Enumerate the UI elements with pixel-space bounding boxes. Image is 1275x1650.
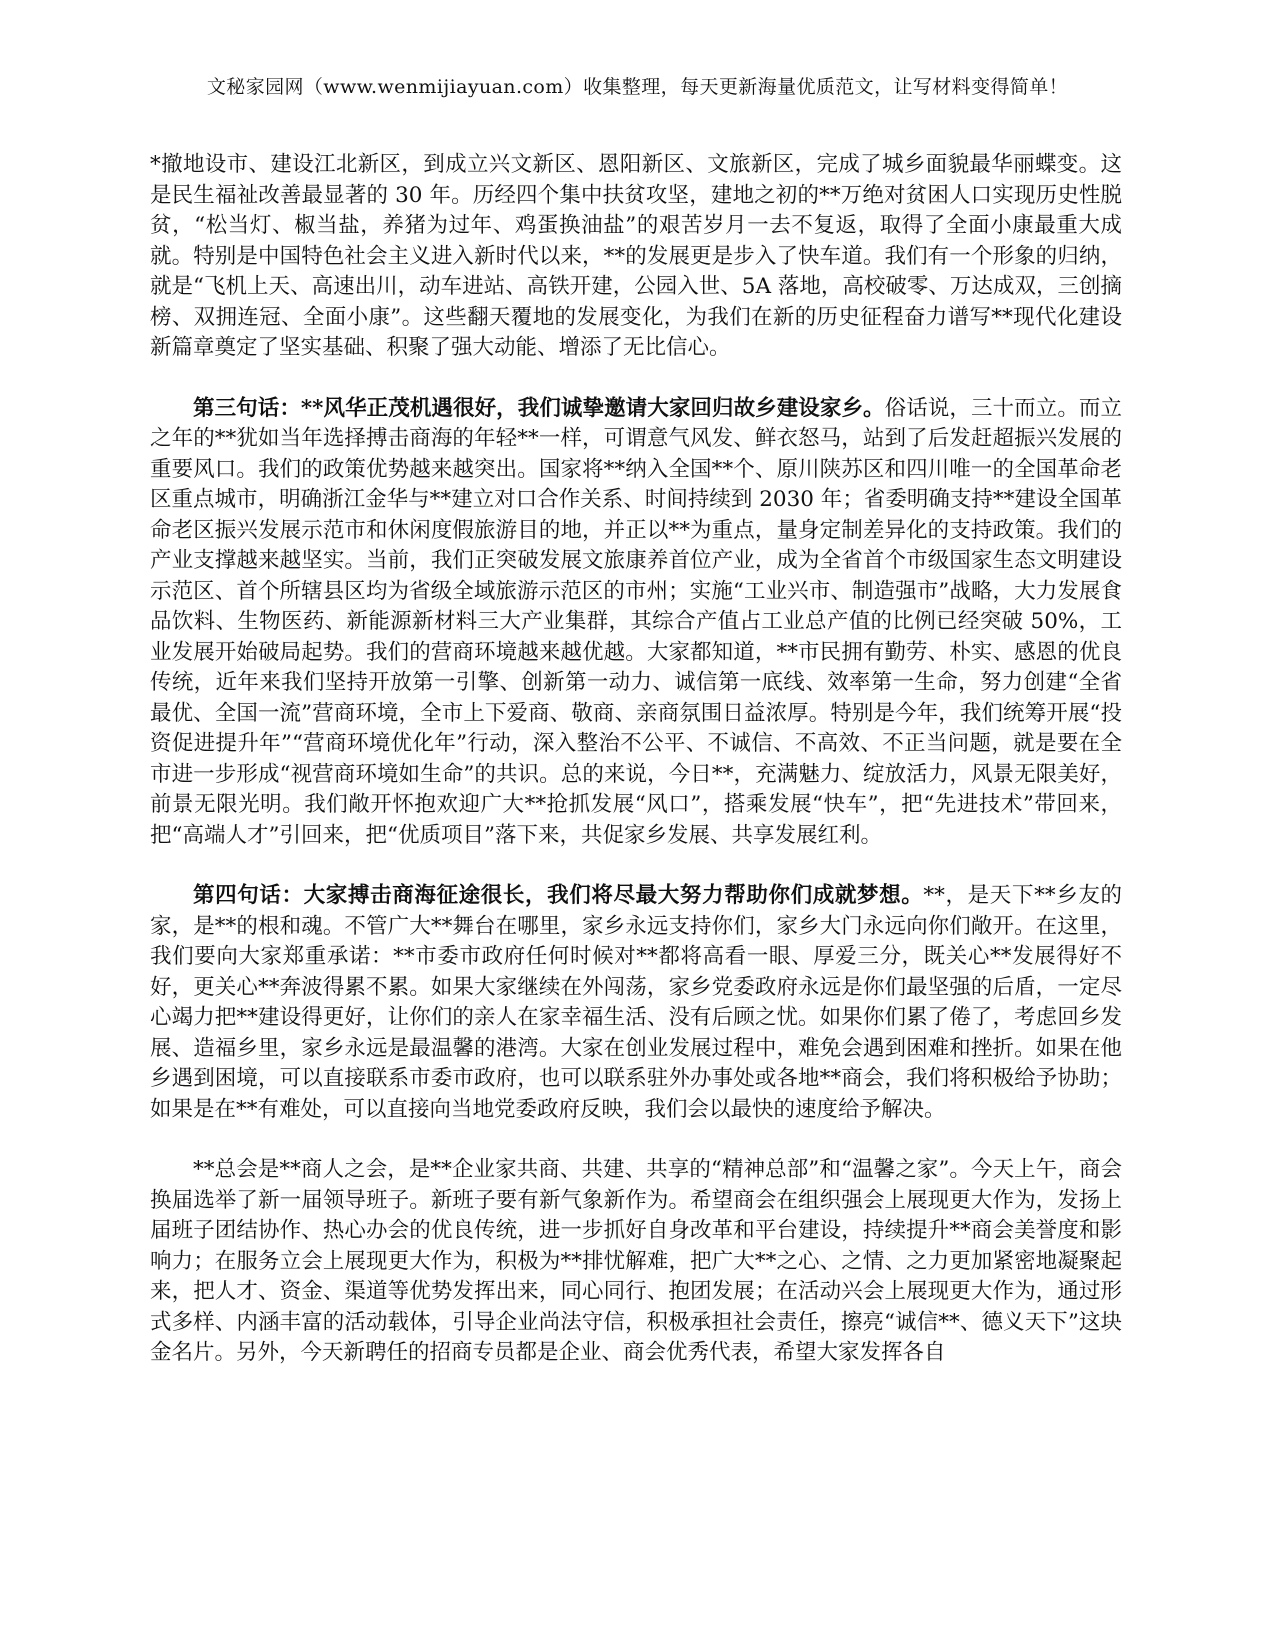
paragraph-3 [150,881,1122,1125]
paragraph-4-text: **总会是**商人之会，是**企业家共商、共建、共享的“精神总部”和“温馨之家”。今天上午，商会换届选举了新一届领导班子。新班子要有新气象新作为。希望商会在组织强会上展现更大作为，发扬上届班子团结协作、热心办会的优良传统，进一步抓好自身改革和平台建设，持续提升**商会美誉度和影响力；在服务立会上展现更大作为，积极为**排忧解难，把广大**之心、之情、之力更加紧密地凝聚起来，把人才、资金、渠道等优势发挥出来，同心同行、抱团发展；在活动兴会上展现更大作为，通过形式多样、内涵丰富的活动载体，引导企业尚法守信，积极承担社会责任，擦亮“诚信**、德义天下”这块金名片。另外，今天新聘任的招商专员都是企业、商会优秀代表，希望大家发挥各自 [150,1157,1122,1365]
paragraph-3-text: **，是天下**乡友的家，是**的根和魂。不管广大**舞台在哪里，家乡永远支持你们，家乡大门永远向你们敞开。在这里，我们要向大家郑重承诺：**市委市政府任何时候对**都将高看一眼、厚爱三分，既关心**发展得好不好，更关心**奔波得累不累。如果大家继续在外闯荡，家乡党委政府永远是你们最坚强的后盾，一定尽心竭力把**建设得更好，让你们的亲人在家幸福生活、没有后顾之忧。如果你们累了倦了，考虑回乡发展、造福乡里，家乡永远是最温馨的港湾。大家在创业发展过程中，难免会遇到困难和挫折。如果在他乡遇到困境，可以直接联系市委市政府，也可以联系驻外办事处或各地**商会，我们将积极给予协助；如果是在**有难处，可以直接向当地党委政府反映，我们会以最快的速度给予解决。 [150,883,1122,1122]
paragraph-1-text: *撤地设市、建设江北新区，到成立兴文新区、恩阳新区、文旅新区，完成了城乡面貌最华丽蝶变。这是民生福祉改善最显著的 30 年。历经四个集中扶贫攻坚，建地之初的**万绝对贫困人口实现历史性脱贫，“松当灯、椒当盐，养猪为过年、鸡蛋换油盐”的艰苦岁月一去不复返，取得了全面小康最重大成就。特别是中国特色社会主义进入新时代以来，**的发展更是步入了快车道。我们有一个形象的归纳，就是“飞机上天、高速出川，动车进站、高铁开建，公园入世、5A 落地，高校破零、万达成双，三创摘榜、双拥连冠、全面小康”。这些翻天覆地的发展变化，为我们在新的历史征程奋力谱写**现代化建设新篇章奠定了坚实基础、积聚了强大动能、增添了无比信心。 [150,152,1122,360]
header-text: 文秘家园网（www.wenmijiayuan.com）收集整理，每天更新海量优质范文，让写材料变得简单！ [206,76,1069,98]
paragraph-2 [150,394,1122,852]
paragraph-2-lead: 第三句话：**风华正茂机遇很好，我们诚挚邀请大家回归故乡建设家乡。 [193,395,885,421]
paragraph-4 [150,1155,1122,1369]
page-header [0,74,1275,100]
paragraph-3-lead: 第四句话：大家搏击商海征途很长，我们将尽最大努力帮助你们成就梦想。 [193,883,924,908]
paragraph-2-text: 俗话说，三十而立。而立之年的**犹如当年选择搏击商海的年轻**一样，可谓意气风发、鲜衣怒马，站到了后发赶超振兴发展的重要风口。我们的政策优势越来越突出。国家将**纳入全国**个、原川陕苏区和四川唯一的全国革命老区重点城市，明确浙江金华与**建立对口合作关系、时间持续到 2030 年；省委明确支持**建设全国革命老区振兴发展示范市和休闲度假旅游目的地，并正以**为重点，量身定制差异化的支持政策。我们的产业支撑越来越坚实。当前，我们正突破发展文旅康养首位产业，成为全省首个市级国家生态文明建设示范区、首个所辖县区均为省级全域旅游示范区的市州；实施“工业兴市、制造强市”战略，大力发展食品饮料、生物医药、新能源新材料三大产业集群，其综合产值占工业总产值的比例已经突破 50%，工业发展开始破局起势。我们的营商环境越来越优越。大家都知道，**市民拥有勤劳、朴实、感恩的优良传统，近年来我们坚持开放第一引擎、创新第一动力、诚信第一底线、效率第一生命，努力创建“全省最优、全国一流”营商环境，全市上下爱商、敬商、亲商氛围日益浓厚。特别是今年，我们统筹开展“投资促进提升年”“营商环境优化年”行动，深入整治不公平、不诚信、不高效、不正当问题，就是要在全市进一步形成“视营商环境如生命”的共识。总的来说，今日**，充满魅力、绽放活力，风景无限美好，前景无限光明。我们敞开怀抱欢迎广大**抢抓发展“风口”，搭乘发展“快车”，把“先进技术”带回来，把“高端人才”引回来，把“优质项目”落下来，共促家乡发展、共享发展红利。 [150,395,1122,848]
document-body [150,150,1122,1369]
paragraph-1 [150,150,1122,364]
